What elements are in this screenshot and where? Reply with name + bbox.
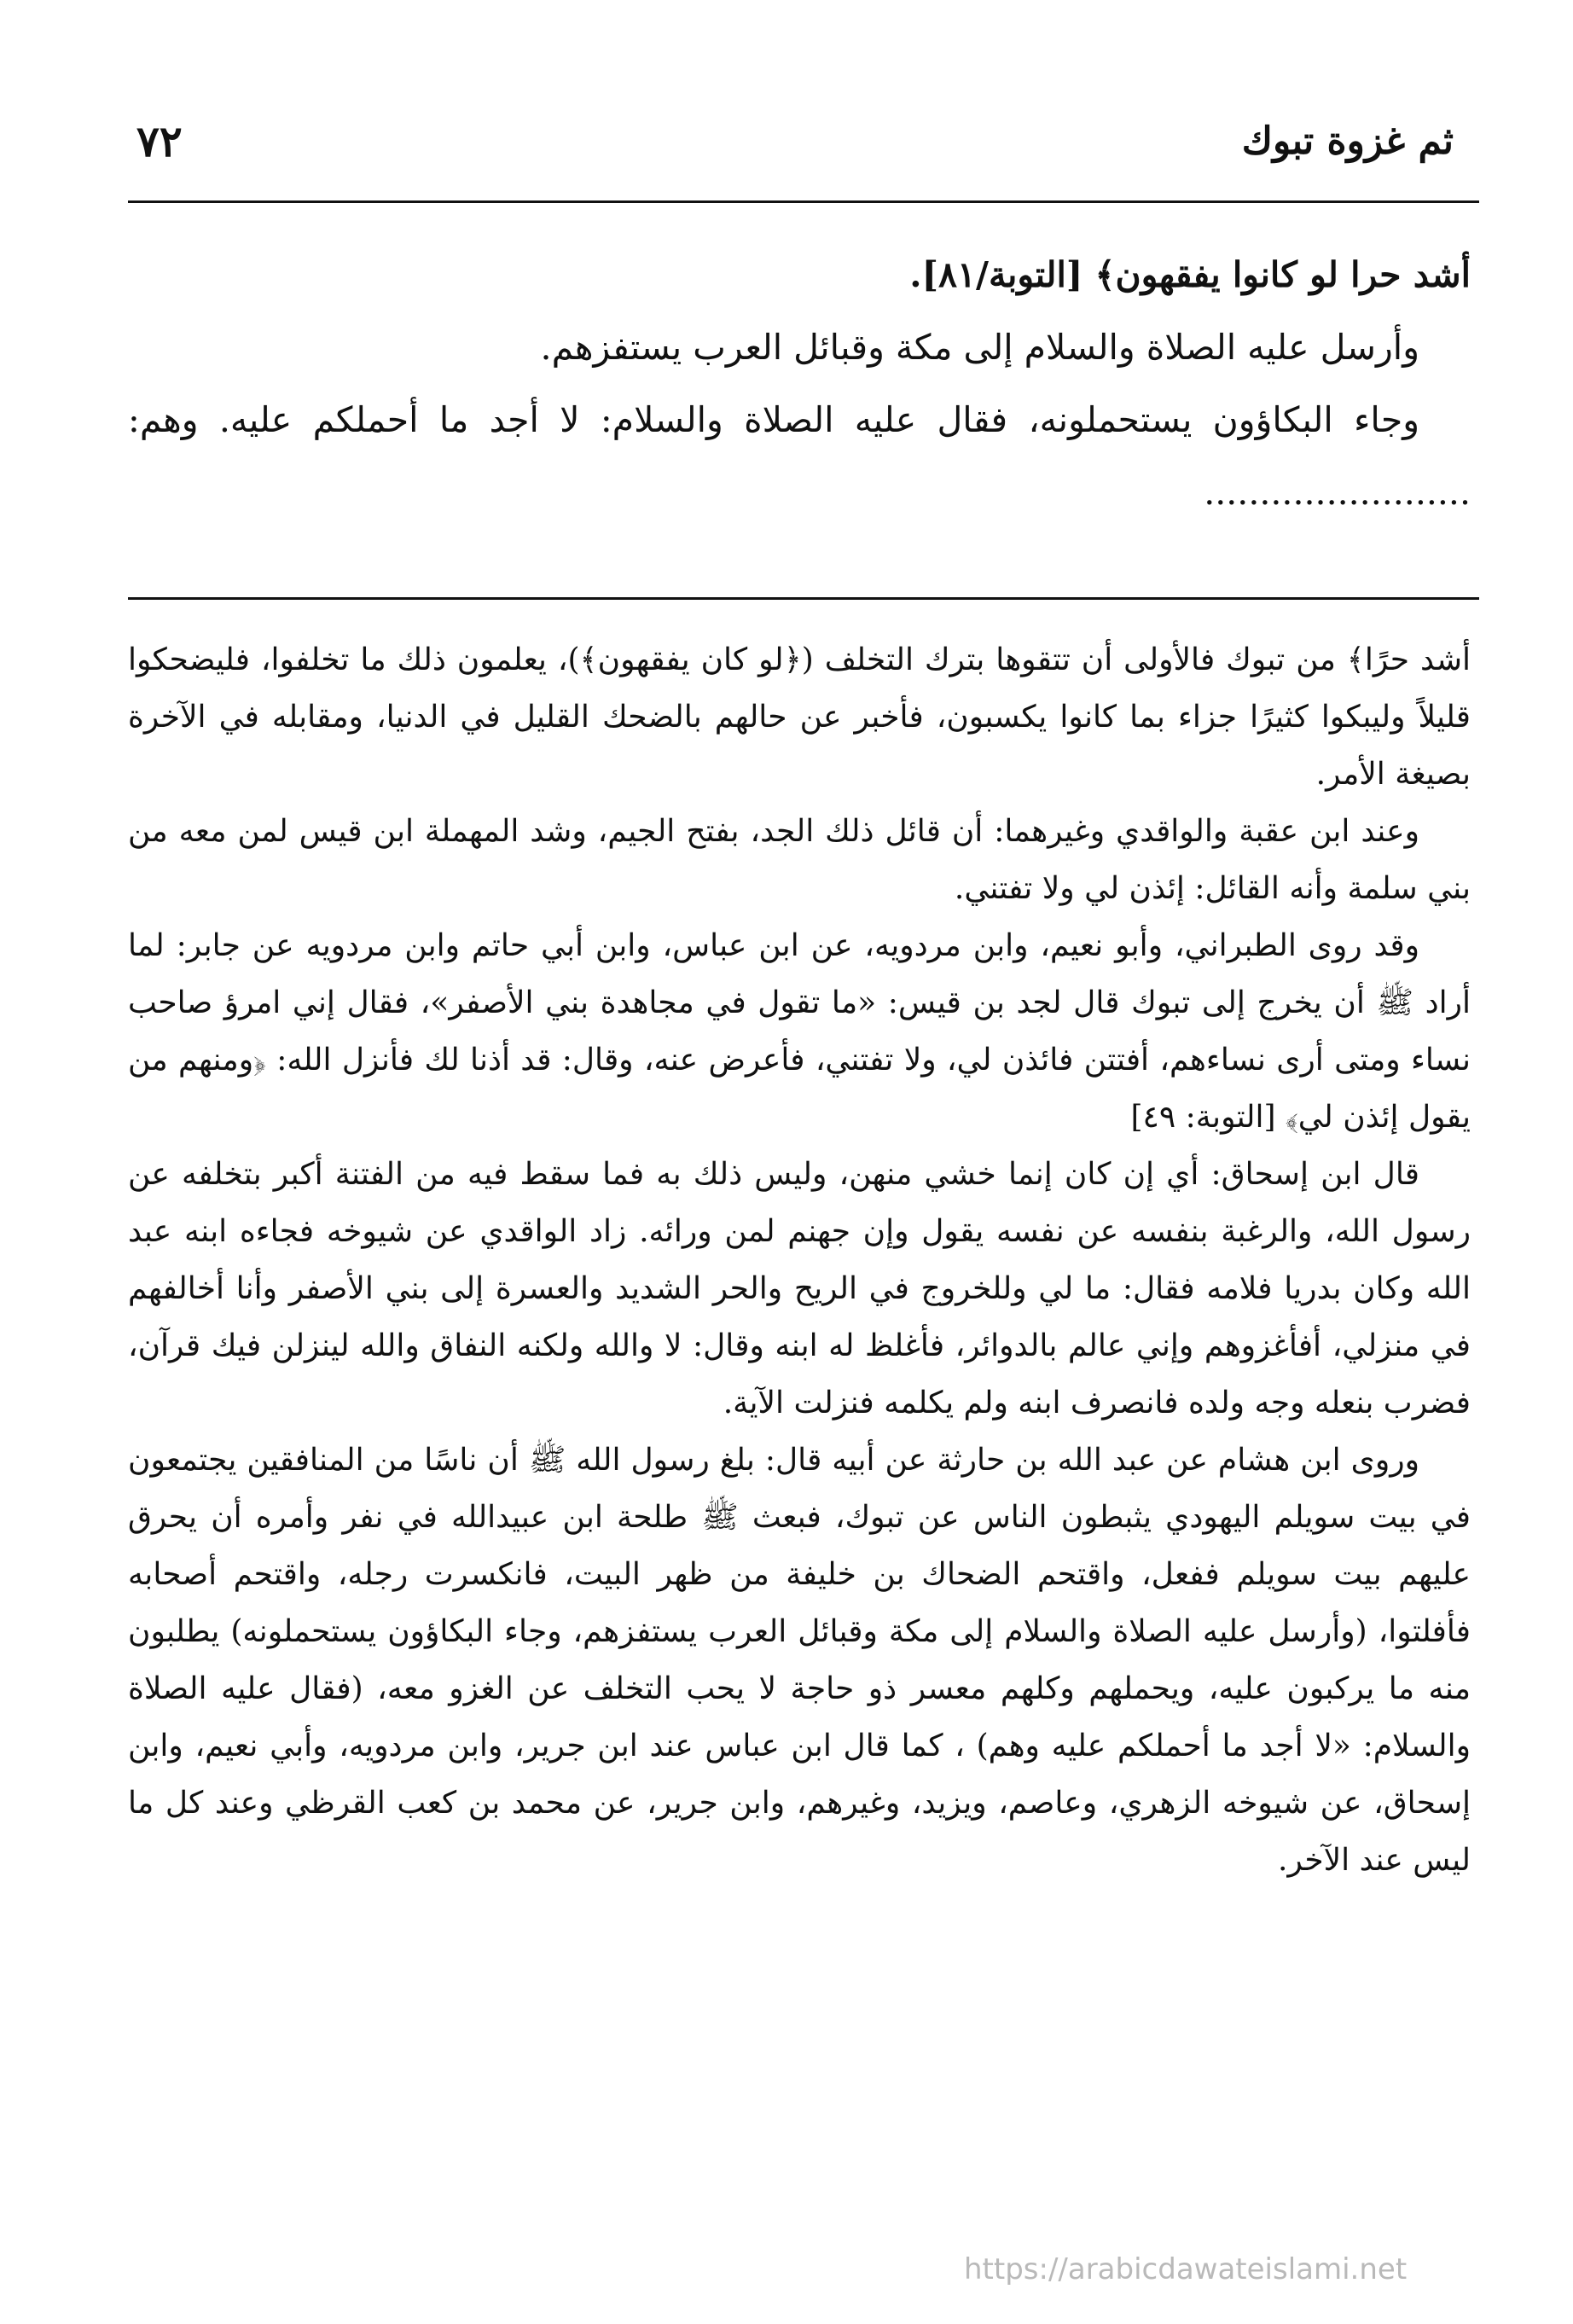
commentary-paragraph-3: وقد روى الطبراني، وأبو نعيم، وابن مردويه، عن ابن عباس، وابن أبي حاتم وابن مردويه عن جابر: لما أراد ﷺ أن يخرج إلى تبوك قال لجد بن قيس: «ما تقول في مجاهدة بني الأصفر»، فقال إني امرؤ صاحب نساء ومتى أرى نساءهم، أفتتن فائذن لي، ولا تفتني، فأعرض عنه، وقال: قد أذنا لك فأنزل الله: ﴿ومنهم من يقول إئذن لي﴾ [التوبة: ٤٩] bbox=[128, 928, 1471, 1135]
running-header bbox=[136, 102, 1454, 179]
watermark-url: https://arabicdawateislami.net bbox=[964, 2252, 1408, 2286]
ellipsis-dots: ........................ bbox=[1204, 472, 1471, 513]
commentary-paragraph-1: أشد حرًا﴾ من تبوك فالأولى أن تتقوها بترك التخلف (﴿لو كان يفقهون﴾)، يعلمون ذلك ما تخلفوا، فليضحكوا قليلاً وليبكوا كثيرًا جزاء بما كانوا يكسبون، فأخبر عن حالهم بالضحك القليل في الدنيا، ومقابله في الآخرة بصيغة الأمر. bbox=[128, 642, 1471, 792]
running-head-title: ثم غزوة تبوك bbox=[1241, 119, 1454, 163]
main-text-paragraph-3 bbox=[128, 384, 1471, 529]
main-text-paragraph-2: وأرسل عليه الصلاة والسلام إلى مكة وقبائل العرب يستفزهم. bbox=[540, 327, 1419, 368]
commentary-paragraph-4: قال ابن إسحاق: أي إن كان إنما خشي منهن، وليس ذلك به فما سقط فيه من الفتنة أكبر بتخلفه عن رسول الله، والرغبة بنفسه عن نفسه يقول وإن جهنم لمن ورائه. زاد الواقدي عن شيوخه فجاءه ابنه عبد الله وكان بدريا فلامه فقال: ما لي وللخروج في الريح والحر الشديد والعسرة إلى بني الأصفر وأنا أخالفهم في منزلي، أفأغزوهم وإني عالم بالدوائر، فأغلظ له ابنه وقال: لا والله ولكنه النفاق والله لينزلن فيك قرآن، فضرب بنعله وجه ولده فانصرف ابنه ولم يكلمه فنزلت الآية. bbox=[128, 1157, 1471, 1421]
header-rule bbox=[128, 200, 1479, 203]
page-number: ٧٢ bbox=[136, 115, 183, 166]
section-divider bbox=[128, 597, 1479, 600]
main-text-paragraph-3-text: وجاء البكاؤون يستحملونه، فقال عليه الصلاة والسلام: لا أجد ما أحملكم عليه. وهم: bbox=[128, 399, 1419, 440]
commentary-text bbox=[128, 631, 1471, 1889]
commentary-paragraph-5: وروى ابن هشام عن عبد الله بن حارثة عن أبيه قال: بلغ رسول الله ﷺ أن ناسًا من المنافقين يجتمعون في بيت سويلم اليهودي يثبطون الناس عن تبوك، فبعث ﷺ طلحة ابن عبيدالله في نفر وأمره أن يحرق عليهم بيت سويلم ففعل، واقتحم الضحاك بن خليفة من ظهر البيت، فانكسرت رجله، واقتحم أصحابه فأفلتوا، (وأرسل عليه الصلاة والسلام إلى مكة وقبائل العرب يستفزهم، وجاء البكاؤون يستحملونه) يطلبون منه ما يركبون عليه، ويحملهم وكلهم معسر ذو حاجة لا يحب التخلف عن الغزو معه، (فقال عليه الصلاة والسلام: «لا أجد ما أحملكم عليه وهم) ، كما قال ابن عباس عند ابن جرير، وابن مردويه، وأبي نعيم، وابن إسحاق، عن شيوخه الزهري، وعاصم، ويزيد، وغيرهم، وابن جرير، عن محمد بن كعب القرظي وعند كل ما ليس عند الآخر. bbox=[128, 1443, 1471, 1878]
main-text bbox=[128, 239, 1471, 529]
commentary-paragraph-2: وعند ابن عقبة والواقدي وغيرهما: أن قائل ذلك الجد، بفتح الجيم، وشد المهملة ابن قيس لمن معه من بني سلمة وأنه القائل: إئذن لي ولا تفتني. bbox=[128, 814, 1471, 906]
main-text-paragraph-1: أشد حرا لو كانوا يفقهون﴾ [التوبة/٨١]. bbox=[909, 254, 1471, 295]
